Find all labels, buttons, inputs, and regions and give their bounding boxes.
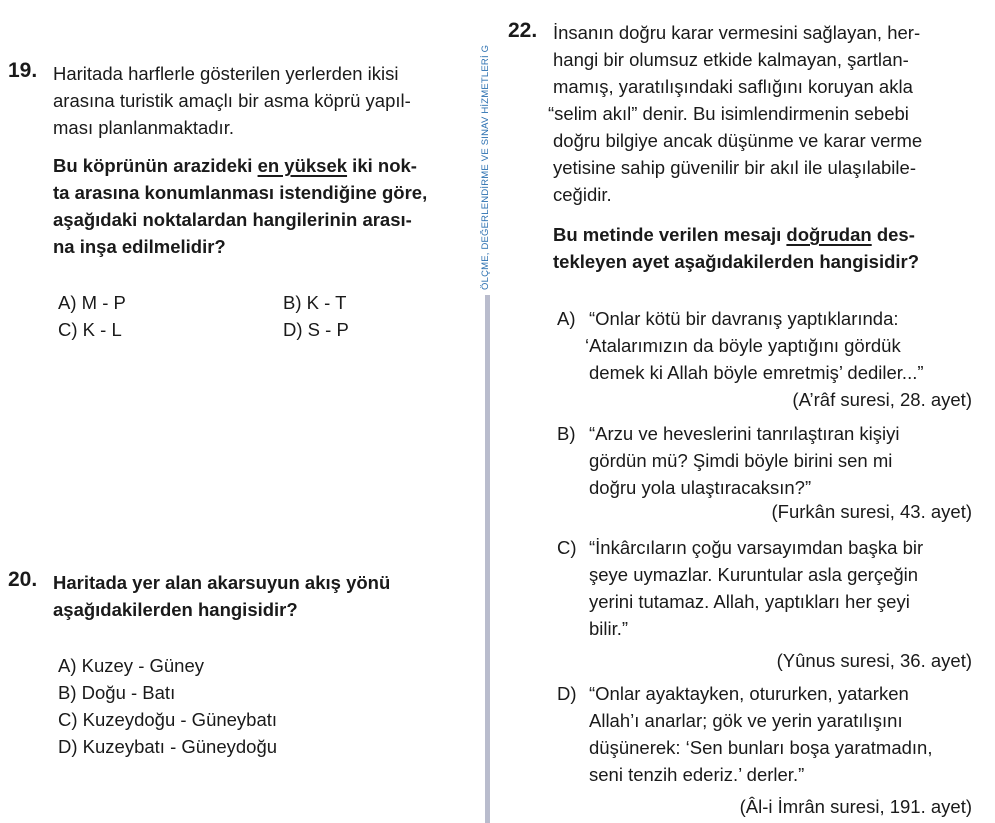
question-22-option-c-line-2[interactable]: şeye uymazlar. Kuruntular asla gerçeğin	[589, 564, 919, 585]
question-22-option-c-line-3[interactable]: yerini tutamaz. Allah, yaptıkları her şeyi	[589, 591, 910, 612]
question-22-option-a-line-3[interactable]: demek ki Allah böyle emretmiş’ dediler...”	[589, 362, 924, 383]
question-22-number: 22.	[508, 19, 538, 42]
question-19-intro-line-1: Haritada harflerle gösterilen yerlerden ikisi	[53, 63, 399, 84]
question-19-stem-line-4: na inşa edilmelidir?	[53, 236, 226, 257]
question-20-stem-line-2: aşağıdakilerden hangisidir?	[53, 599, 298, 620]
question-19-number: 19.	[8, 59, 38, 82]
question-22-option-d-line-2[interactable]: Allah’ı anarlar; gök ve yerin yaratılışını	[589, 710, 903, 731]
question-22-option-b-line-3[interactable]: doğru yola ulaştıracaksın?”	[589, 477, 812, 498]
question-22-option-b-line-2[interactable]: gördün mü? Şimdi böyle birini sen mi	[589, 450, 893, 471]
question-22-intro-line-3: mamış, yaratılışındaki saflığını koruyan akla	[553, 76, 913, 97]
sidebar-vertical-text: ÖLÇME, DEĞERLENDİRME VE SINAV HİZMETLERİ G	[480, 44, 491, 290]
question-19-intro-line-2: arasına turistik amaçlı bir asma köprü yapıl-	[53, 90, 411, 111]
question-19-option-b[interactable]: B) K - T	[283, 292, 347, 313]
question-20-option-a[interactable]: A) Kuzey - Güney	[58, 655, 205, 676]
question-22-option-d-line-4[interactable]: seni tenzih ederiz.’ derler.”	[589, 764, 805, 785]
question-22-option-d-line-1[interactable]: “Onlar ayaktayken, otururken, yatarken	[589, 683, 909, 704]
question-19-stem-line-2: ta arasına konumlanması istendiğine göre,	[53, 182, 428, 203]
question-22-intro-line-1: İnsanın doğru karar vermesini sağlayan, her-	[553, 22, 921, 43]
question-20-option-b[interactable]: B) Doğu - Batı	[58, 682, 176, 703]
question-22-intro-line-2: hangi bir olumsuz etkide kalmayan, şartlan-	[553, 49, 909, 70]
question-19-option-a[interactable]: A) M - P	[58, 292, 126, 313]
question-20-number: 20.	[8, 568, 38, 591]
column-divider	[485, 295, 490, 823]
question-22-option-c-line-1[interactable]: “İnkârcıların çoğu varsayımdan başka bir	[589, 537, 924, 558]
question-22-option-a-line-2[interactable]: ‘Atalarımızın da böyle yaptığını gördük	[585, 335, 901, 356]
question-22-option-c-source: (Yûnus suresi, 36. ayet)	[776, 650, 972, 671]
emphasis-en-yuksek: en yüksek	[257, 155, 348, 176]
question-22-intro-line-6: yetisine sahip güvenilir bir akıl ile ulaşılabile-	[553, 157, 916, 178]
question-22-option-a-label[interactable]: A)	[557, 308, 576, 329]
question-19-option-c[interactable]: C) K - L	[58, 319, 122, 340]
question-22-option-d-source: (Âl-i İmrân suresi, 191. ayet)	[739, 796, 972, 817]
question-22-stem-line-2: tekleyen ayet aşağıdakilerden hangisidir?	[553, 251, 920, 272]
question-20-option-d[interactable]: D) Kuzeybatı - Güneydoğu	[58, 736, 278, 757]
question-22-intro-line-7: ceğidir.	[553, 184, 612, 205]
question-22-option-c-label[interactable]: C)	[557, 537, 577, 558]
question-22-option-b-line-1[interactable]: “Arzu ve heveslerini tanrılaştıran kişiyi	[589, 423, 900, 444]
emphasis-dogrudan: doğrudan	[786, 224, 872, 245]
question-22-option-a-source: (A’râf suresi, 28. ayet)	[792, 389, 972, 410]
question-20-stem-line-1: Haritada yer alan akarsuyun akış yönü	[53, 572, 391, 593]
question-19-stem-line-1: Bu köprünün arazideki en yüksek iki nok-	[53, 155, 417, 176]
question-19-intro-line-3: ması planlanmaktadır.	[53, 117, 234, 138]
question-22-option-d-line-3[interactable]: düşünerek: ‘Sen bunları boşa yaratmadın,	[589, 737, 933, 758]
question-22-option-c-line-4[interactable]: bilir.”	[589, 618, 629, 639]
question-22-option-a-line-1[interactable]: “Onlar kötü bir davranış yaptıklarında:	[589, 308, 899, 329]
question-22-option-b-source: (Furkân suresi, 43. ayet)	[771, 501, 972, 522]
question-19-stem-line-3: aşağıdaki noktalardan hangilerinin arası-	[53, 209, 412, 230]
question-22-option-d-label[interactable]: D)	[557, 683, 577, 704]
question-20-option-c[interactable]: C) Kuzeydoğu - Güneybatı	[58, 709, 278, 730]
question-19-option-d[interactable]: D) S - P	[283, 319, 349, 340]
question-22-stem-line-1: Bu metinde verilen mesajı doğrudan des-	[553, 224, 915, 245]
question-22-option-b-label[interactable]: B)	[557, 423, 576, 444]
question-22-intro-line-5: doğru bilgiye ancak düşünme ve karar verme	[553, 130, 923, 151]
question-22-intro-line-4: “selim akıl” denir. Bu isimlendirmenin sebebi	[548, 103, 909, 124]
